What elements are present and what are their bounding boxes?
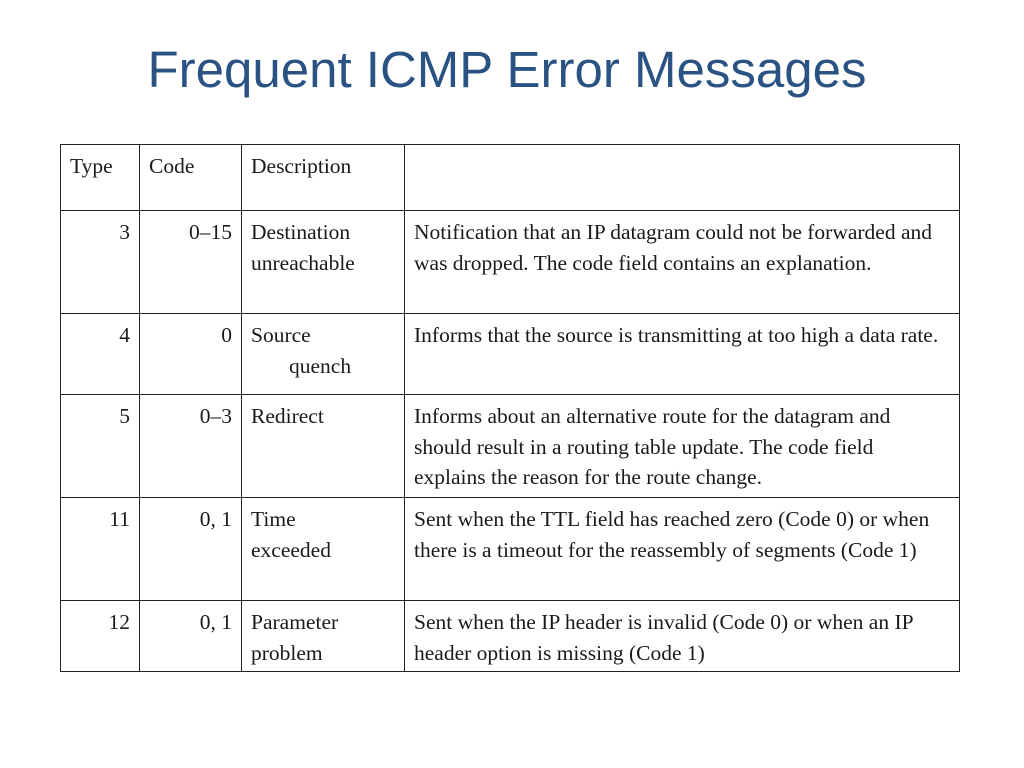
description-cell [242,601,405,672]
type-cell: 3 [61,211,140,314]
header-code: Code [140,145,242,211]
table-row [61,498,960,601]
code-cell: 0, 1 [140,498,242,601]
description-line: exceeded [251,537,331,562]
description-cell [242,211,405,314]
description-cell [242,498,405,601]
detail-cell: Sent when the IP header is invalid (Code 0) or when an IP header option is missing (Code 1) [405,601,960,672]
table-row [61,601,960,672]
table-row [61,211,960,314]
table-row [61,314,960,395]
table-header-row [61,145,960,211]
header-detail [405,145,960,211]
code-cell: 0–15 [140,211,242,314]
type-cell: 5 [61,395,140,498]
type-cell: 12 [61,601,140,672]
detail-cell: Informs that the source is transmitting at too high a data rate. [405,314,960,395]
description-line: Source [251,323,311,347]
code-cell: 0, 1 [140,601,242,672]
type-cell: 4 [61,314,140,395]
code-cell: 0–3 [140,395,242,498]
detail-cell: Informs about an alternative route for the datagram and should result in a routing table update. The code field explains the reason for the route change. [405,395,960,498]
icmp-error-table [60,144,960,672]
detail-cell: Notification that an IP datagram could not be forwarded and was dropped. The code field contains an explanation. [405,211,960,314]
header-type: Type [61,145,140,211]
type-cell: 11 [61,498,140,601]
slide-title: Frequent ICMP Error Messages [147,41,867,98]
description-line: Destination [251,220,351,244]
description-line: quench [289,353,352,378]
code-cell: 0 [140,314,242,395]
description-cell [242,395,405,498]
header-description: Description [242,145,405,211]
description-line: Time [251,507,296,531]
table-row [61,395,960,498]
description-line: Parameter [251,610,339,634]
detail-cell: Sent when the TTL field has reached zero (Code 0) or when there is a timeout for the reassembly of segments (Code 1) [405,498,960,601]
description-line: Redirect [251,404,324,428]
description-cell [242,314,405,395]
description-line: problem [251,640,323,665]
description-line: unreachable [251,250,355,275]
